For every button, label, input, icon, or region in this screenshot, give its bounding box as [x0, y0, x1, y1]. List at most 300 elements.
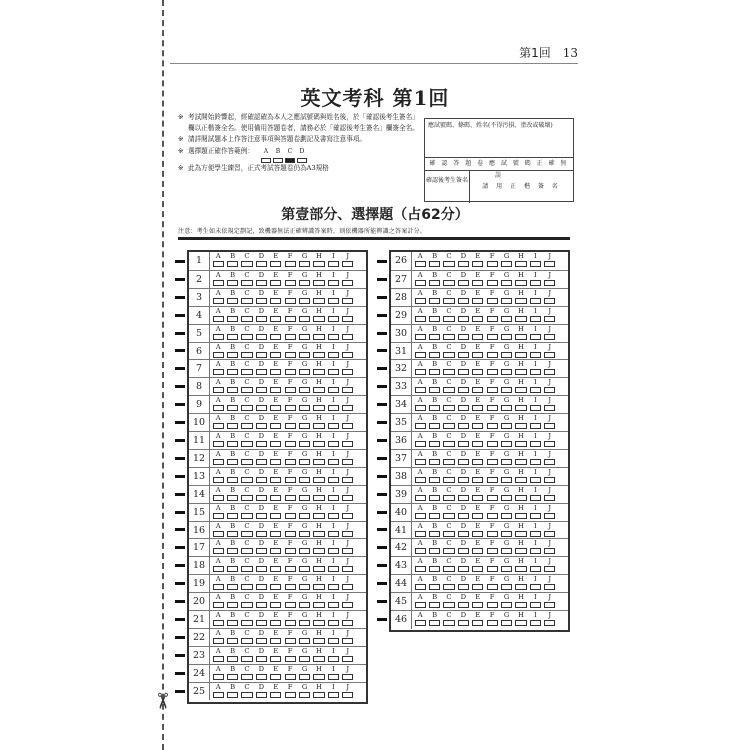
answer-bubble[interactable]: A: [413, 612, 427, 626]
answer-bubble[interactable]: C: [442, 379, 456, 393]
answer-bubble[interactable]: A: [413, 397, 427, 411]
answer-bubble[interactable]: G: [297, 326, 311, 340]
answer-bubble[interactable]: B: [225, 433, 239, 447]
answer-bubble[interactable]: H: [514, 523, 528, 537]
answer-bubble[interactable]: I: [326, 630, 340, 644]
answer-bubble[interactable]: C: [240, 344, 254, 358]
answer-bubble[interactable]: A: [211, 469, 225, 483]
answer-bubble[interactable]: J: [543, 612, 557, 626]
answer-bubble[interactable]: I: [326, 612, 340, 626]
answer-bubble[interactable]: H: [514, 308, 528, 322]
answer-bubble[interactable]: H: [312, 576, 326, 590]
answer-bubble[interactable]: F: [485, 397, 499, 411]
answer-bubble[interactable]: B: [225, 540, 239, 554]
answer-bubble[interactable]: F: [485, 558, 499, 572]
answer-bubble[interactable]: A: [413, 253, 427, 267]
answer-bubble[interactable]: G: [499, 469, 513, 483]
answer-bubble[interactable]: H: [312, 326, 326, 340]
answer-bubble[interactable]: F: [485, 379, 499, 393]
answer-bubble[interactable]: J: [341, 344, 355, 358]
answer-bubble[interactable]: J: [341, 648, 355, 662]
answer-bubble[interactable]: G: [499, 558, 513, 572]
answer-bubble[interactable]: J: [341, 397, 355, 411]
answer-bubble[interactable]: H: [312, 594, 326, 608]
answer-bubble[interactable]: F: [283, 612, 297, 626]
answer-bubble[interactable]: E: [269, 415, 283, 429]
answer-bubble[interactable]: G: [297, 361, 311, 375]
answer-bubble[interactable]: G: [499, 415, 513, 429]
answer-bubble[interactable]: E: [471, 344, 485, 358]
answer-bubble[interactable]: H: [312, 612, 326, 626]
answer-bubble[interactable]: I: [326, 415, 340, 429]
answer-bubble[interactable]: C: [442, 272, 456, 286]
answer-bubble[interactable]: I: [326, 379, 340, 393]
answer-bubble[interactable]: D: [254, 487, 268, 501]
answer-bubble[interactable]: A: [413, 415, 427, 429]
answer-bubble[interactable]: G: [297, 540, 311, 554]
answer-bubble[interactable]: G: [499, 576, 513, 590]
answer-bubble[interactable]: C: [240, 290, 254, 304]
answer-bubble[interactable]: C: [442, 433, 456, 447]
answer-bubble[interactable]: D: [254, 379, 268, 393]
answer-bubble[interactable]: F: [485, 451, 499, 465]
answer-bubble[interactable]: I: [326, 540, 340, 554]
answer-bubble[interactable]: H: [312, 666, 326, 680]
answer-bubble[interactable]: G: [297, 397, 311, 411]
answer-bubble[interactable]: A: [413, 379, 427, 393]
answer-bubble[interactable]: J: [341, 523, 355, 537]
answer-bubble[interactable]: C: [442, 505, 456, 519]
answer-bubble[interactable]: F: [283, 272, 297, 286]
answer-bubble[interactable]: J: [543, 469, 557, 483]
answer-bubble[interactable]: B: [427, 505, 441, 519]
answer-bubble[interactable]: A: [211, 344, 225, 358]
answer-bubble[interactable]: J: [543, 540, 557, 554]
answer-bubble[interactable]: E: [269, 469, 283, 483]
answer-bubble[interactable]: B: [427, 415, 441, 429]
answer-bubble[interactable]: H: [312, 253, 326, 267]
answer-bubble[interactable]: A: [413, 433, 427, 447]
answer-bubble[interactable]: F: [485, 344, 499, 358]
answer-bubble[interactable]: G: [499, 451, 513, 465]
answer-bubble[interactable]: J: [341, 379, 355, 393]
answer-bubble[interactable]: G: [499, 253, 513, 267]
answer-bubble[interactable]: E: [471, 272, 485, 286]
answer-bubble[interactable]: C: [442, 397, 456, 411]
answer-bubble[interactable]: I: [528, 326, 542, 340]
answer-bubble[interactable]: F: [485, 361, 499, 375]
answer-bubble[interactable]: G: [499, 523, 513, 537]
answer-bubble[interactable]: B: [225, 558, 239, 572]
answer-bubble[interactable]: H: [312, 308, 326, 322]
answer-bubble[interactable]: A: [211, 326, 225, 340]
answer-bubble[interactable]: C: [240, 433, 254, 447]
answer-bubble[interactable]: B: [225, 344, 239, 358]
answer-bubble[interactable]: A: [211, 361, 225, 375]
answer-bubble[interactable]: B: [225, 505, 239, 519]
answer-bubble[interactable]: H: [312, 272, 326, 286]
answer-bubble[interactable]: D: [254, 594, 268, 608]
answer-bubble[interactable]: D: [254, 666, 268, 680]
answer-bubble[interactable]: G: [297, 505, 311, 519]
answer-bubble[interactable]: G: [499, 433, 513, 447]
answer-bubble[interactable]: H: [312, 505, 326, 519]
answer-bubble[interactable]: I: [528, 397, 542, 411]
answer-bubble[interactable]: E: [471, 469, 485, 483]
answer-bubble[interactable]: B: [427, 576, 441, 590]
answer-bubble[interactable]: F: [485, 576, 499, 590]
answer-bubble[interactable]: B: [225, 612, 239, 626]
answer-bubble[interactable]: F: [283, 630, 297, 644]
answer-bubble[interactable]: E: [269, 540, 283, 554]
answer-bubble[interactable]: I: [326, 326, 340, 340]
answer-bubble[interactable]: E: [269, 558, 283, 572]
answer-bubble[interactable]: B: [427, 558, 441, 572]
answer-bubble[interactable]: A: [413, 326, 427, 340]
answer-bubble[interactable]: C: [240, 415, 254, 429]
answer-bubble[interactable]: E: [471, 612, 485, 626]
answer-bubble[interactable]: E: [269, 505, 283, 519]
answer-bubble[interactable]: J: [341, 558, 355, 572]
answer-bubble[interactable]: G: [499, 505, 513, 519]
answer-bubble[interactable]: H: [312, 451, 326, 465]
answer-bubble[interactable]: I: [528, 523, 542, 537]
answer-bubble[interactable]: D: [254, 576, 268, 590]
answer-bubble[interactable]: D: [254, 684, 268, 698]
answer-bubble[interactable]: I: [326, 344, 340, 358]
answer-bubble[interactable]: E: [471, 361, 485, 375]
answer-bubble[interactable]: B: [225, 684, 239, 698]
answer-bubble[interactable]: I: [326, 648, 340, 662]
answer-bubble[interactable]: B: [427, 272, 441, 286]
answer-bubble[interactable]: E: [471, 415, 485, 429]
answer-bubble[interactable]: J: [341, 451, 355, 465]
answer-bubble[interactable]: A: [211, 505, 225, 519]
answer-bubble[interactable]: J: [341, 361, 355, 375]
answer-bubble[interactable]: E: [269, 379, 283, 393]
answer-bubble[interactable]: D: [456, 469, 470, 483]
answer-bubble[interactable]: J: [543, 594, 557, 608]
answer-bubble[interactable]: D: [456, 415, 470, 429]
answer-bubble[interactable]: F: [283, 576, 297, 590]
answer-bubble[interactable]: I: [326, 433, 340, 447]
answer-bubble[interactable]: B: [225, 326, 239, 340]
answer-bubble[interactable]: G: [297, 594, 311, 608]
answer-bubble[interactable]: G: [297, 648, 311, 662]
answer-bubble[interactable]: B: [427, 594, 441, 608]
answer-bubble[interactable]: H: [514, 594, 528, 608]
answer-bubble[interactable]: I: [528, 308, 542, 322]
answer-bubble[interactable]: E: [471, 558, 485, 572]
answer-bubble[interactable]: B: [225, 630, 239, 644]
answer-bubble[interactable]: H: [312, 648, 326, 662]
answer-bubble[interactable]: B: [427, 344, 441, 358]
answer-bubble[interactable]: E: [471, 451, 485, 465]
answer-bubble[interactable]: E: [471, 253, 485, 267]
answer-bubble[interactable]: B: [225, 594, 239, 608]
answer-bubble[interactable]: B: [427, 612, 441, 626]
answer-bubble[interactable]: C: [442, 451, 456, 465]
answer-bubble[interactable]: C: [240, 523, 254, 537]
answer-bubble[interactable]: J: [543, 361, 557, 375]
answer-bubble[interactable]: J: [543, 253, 557, 267]
answer-bubble[interactable]: E: [471, 379, 485, 393]
answer-bubble[interactable]: H: [514, 361, 528, 375]
answer-bubble[interactable]: G: [297, 379, 311, 393]
answer-bubble[interactable]: C: [240, 540, 254, 554]
answer-bubble[interactable]: A: [413, 523, 427, 537]
answer-bubble[interactable]: B: [427, 397, 441, 411]
answer-bubble[interactable]: J: [543, 397, 557, 411]
answer-bubble[interactable]: F: [485, 523, 499, 537]
answer-bubble[interactable]: H: [514, 505, 528, 519]
answer-bubble[interactable]: H: [514, 487, 528, 501]
answer-bubble[interactable]: E: [269, 594, 283, 608]
answer-bubble[interactable]: E: [471, 487, 485, 501]
answer-bubble[interactable]: J: [341, 290, 355, 304]
answer-bubble[interactable]: F: [283, 558, 297, 572]
answer-bubble[interactable]: D: [456, 344, 470, 358]
answer-bubble[interactable]: F: [485, 415, 499, 429]
answer-bubble[interactable]: F: [485, 505, 499, 519]
answer-bubble[interactable]: D: [254, 415, 268, 429]
answer-bubble[interactable]: D: [456, 487, 470, 501]
answer-bubble[interactable]: C: [240, 648, 254, 662]
answer-bubble[interactable]: B: [225, 666, 239, 680]
answer-bubble[interactable]: A: [211, 594, 225, 608]
answer-bubble[interactable]: D: [254, 540, 268, 554]
answer-bubble[interactable]: A: [211, 308, 225, 322]
answer-bubble[interactable]: I: [528, 290, 542, 304]
answer-bubble[interactable]: I: [326, 576, 340, 590]
answer-bubble[interactable]: G: [297, 344, 311, 358]
answer-bubble[interactable]: D: [254, 523, 268, 537]
answer-bubble[interactable]: C: [240, 576, 254, 590]
answer-bubble[interactable]: B: [427, 361, 441, 375]
answer-bubble[interactable]: D: [254, 648, 268, 662]
answer-bubble[interactable]: C: [240, 469, 254, 483]
answer-bubble[interactable]: D: [456, 397, 470, 411]
answer-bubble[interactable]: I: [326, 523, 340, 537]
answer-bubble[interactable]: I: [528, 253, 542, 267]
answer-bubble[interactable]: J: [341, 666, 355, 680]
answer-bubble[interactable]: D: [254, 272, 268, 286]
answer-bubble[interactable]: A: [413, 558, 427, 572]
answer-bubble[interactable]: J: [341, 684, 355, 698]
answer-bubble[interactable]: H: [514, 253, 528, 267]
answer-bubble[interactable]: C: [442, 290, 456, 304]
answer-bubble[interactable]: I: [326, 684, 340, 698]
answer-bubble[interactable]: A: [211, 433, 225, 447]
answer-bubble[interactable]: G: [297, 487, 311, 501]
answer-bubble[interactable]: J: [543, 272, 557, 286]
answer-bubble[interactable]: G: [297, 415, 311, 429]
answer-bubble[interactable]: A: [211, 648, 225, 662]
answer-bubble[interactable]: G: [499, 344, 513, 358]
answer-bubble[interactable]: H: [312, 415, 326, 429]
answer-bubble[interactable]: B: [225, 523, 239, 537]
answer-bubble[interactable]: E: [269, 612, 283, 626]
answer-bubble[interactable]: F: [283, 684, 297, 698]
answer-bubble[interactable]: E: [471, 576, 485, 590]
answer-bubble[interactable]: F: [485, 612, 499, 626]
answer-bubble[interactable]: C: [240, 326, 254, 340]
answer-bubble[interactable]: J: [341, 415, 355, 429]
answer-bubble[interactable]: C: [442, 344, 456, 358]
answer-bubble[interactable]: F: [485, 487, 499, 501]
answer-bubble[interactable]: H: [514, 433, 528, 447]
answer-bubble[interactable]: I: [528, 505, 542, 519]
answer-bubble[interactable]: E: [471, 308, 485, 322]
answer-bubble[interactable]: I: [326, 272, 340, 286]
answer-bubble[interactable]: B: [427, 290, 441, 304]
answer-bubble[interactable]: G: [499, 594, 513, 608]
answer-bubble[interactable]: A: [413, 505, 427, 519]
answer-bubble[interactable]: H: [312, 630, 326, 644]
answer-bubble[interactable]: J: [341, 612, 355, 626]
answer-bubble[interactable]: I: [528, 487, 542, 501]
answer-bubble[interactable]: D: [456, 253, 470, 267]
answer-bubble[interactable]: G: [297, 433, 311, 447]
answer-bubble[interactable]: C: [442, 540, 456, 554]
answer-bubble[interactable]: C: [240, 397, 254, 411]
answer-bubble[interactable]: E: [269, 272, 283, 286]
answer-bubble[interactable]: G: [297, 666, 311, 680]
answer-bubble[interactable]: G: [297, 290, 311, 304]
answer-bubble[interactable]: C: [240, 308, 254, 322]
answer-bubble[interactable]: E: [269, 397, 283, 411]
answer-bubble[interactable]: J: [341, 469, 355, 483]
answer-bubble[interactable]: C: [240, 594, 254, 608]
answer-bubble[interactable]: I: [528, 379, 542, 393]
answer-bubble[interactable]: J: [341, 576, 355, 590]
answer-bubble[interactable]: B: [427, 253, 441, 267]
answer-bubble[interactable]: C: [240, 379, 254, 393]
answer-bubble[interactable]: J: [543, 523, 557, 537]
answer-bubble[interactable]: F: [485, 540, 499, 554]
answer-bubble[interactable]: I: [528, 272, 542, 286]
answer-bubble[interactable]: A: [211, 576, 225, 590]
answer-bubble[interactable]: F: [485, 433, 499, 447]
answer-bubble[interactable]: I: [528, 558, 542, 572]
answer-bubble[interactable]: D: [456, 326, 470, 340]
answer-bubble[interactable]: C: [442, 487, 456, 501]
answer-bubble[interactable]: I: [326, 487, 340, 501]
answer-bubble[interactable]: I: [528, 540, 542, 554]
answer-bubble[interactable]: J: [543, 308, 557, 322]
answer-bubble[interactable]: D: [254, 326, 268, 340]
answer-bubble[interactable]: A: [413, 487, 427, 501]
answer-bubble[interactable]: I: [528, 344, 542, 358]
answer-bubble[interactable]: F: [283, 308, 297, 322]
answer-bubble[interactable]: A: [211, 253, 225, 267]
answer-bubble[interactable]: E: [269, 253, 283, 267]
answer-bubble[interactable]: A: [211, 666, 225, 680]
answer-bubble[interactable]: H: [514, 540, 528, 554]
answer-bubble[interactable]: B: [225, 253, 239, 267]
answer-bubble[interactable]: B: [225, 469, 239, 483]
answer-bubble[interactable]: J: [341, 594, 355, 608]
answer-bubble[interactable]: C: [442, 308, 456, 322]
answer-bubble[interactable]: G: [499, 290, 513, 304]
answer-bubble[interactable]: D: [254, 469, 268, 483]
answer-bubble[interactable]: D: [456, 379, 470, 393]
answer-bubble[interactable]: F: [485, 272, 499, 286]
answer-bubble[interactable]: I: [528, 612, 542, 626]
answer-bubble[interactable]: C: [240, 272, 254, 286]
answer-bubble[interactable]: C: [442, 469, 456, 483]
answer-bubble[interactable]: A: [211, 630, 225, 644]
answer-bubble[interactable]: H: [312, 361, 326, 375]
answer-bubble[interactable]: I: [326, 308, 340, 322]
answer-bubble[interactable]: C: [240, 684, 254, 698]
answer-bubble[interactable]: E: [471, 326, 485, 340]
answer-bubble[interactable]: D: [254, 290, 268, 304]
answer-bubble[interactable]: C: [442, 253, 456, 267]
answer-bubble[interactable]: A: [211, 523, 225, 537]
answer-bubble[interactable]: C: [442, 612, 456, 626]
answer-bubble[interactable]: D: [456, 290, 470, 304]
answer-bubble[interactable]: H: [312, 487, 326, 501]
answer-bubble[interactable]: I: [528, 594, 542, 608]
answer-bubble[interactable]: A: [211, 684, 225, 698]
answer-bubble[interactable]: G: [499, 361, 513, 375]
answer-bubble[interactable]: J: [543, 415, 557, 429]
answer-bubble[interactable]: C: [442, 326, 456, 340]
answer-bubble[interactable]: J: [341, 326, 355, 340]
answer-bubble[interactable]: B: [225, 576, 239, 590]
answer-bubble[interactable]: D: [254, 630, 268, 644]
answer-bubble[interactable]: D: [456, 612, 470, 626]
answer-bubble[interactable]: E: [471, 290, 485, 304]
answer-bubble[interactable]: F: [283, 379, 297, 393]
answer-bubble[interactable]: B: [427, 523, 441, 537]
answer-bubble[interactable]: E: [269, 576, 283, 590]
answer-bubble[interactable]: F: [283, 523, 297, 537]
answer-bubble[interactable]: J: [543, 505, 557, 519]
answer-bubble[interactable]: C: [240, 487, 254, 501]
answer-bubble[interactable]: A: [413, 540, 427, 554]
answer-bubble[interactable]: D: [456, 594, 470, 608]
answer-bubble[interactable]: I: [528, 451, 542, 465]
answer-bubble[interactable]: H: [312, 397, 326, 411]
answer-bubble[interactable]: F: [485, 326, 499, 340]
answer-bubble[interactable]: F: [283, 648, 297, 662]
answer-bubble[interactable]: G: [297, 272, 311, 286]
answer-bubble[interactable]: H: [312, 433, 326, 447]
answer-bubble[interactable]: G: [297, 523, 311, 537]
answer-bubble[interactable]: H: [312, 290, 326, 304]
answer-bubble[interactable]: G: [499, 397, 513, 411]
signature-field[interactable]: 請 用 正 楷 簽 名: [482, 183, 561, 190]
answer-bubble[interactable]: F: [283, 594, 297, 608]
answer-bubble[interactable]: G: [499, 379, 513, 393]
answer-bubble[interactable]: D: [254, 344, 268, 358]
answer-bubble[interactable]: C: [240, 558, 254, 572]
answer-bubble[interactable]: F: [485, 308, 499, 322]
answer-bubble[interactable]: H: [514, 290, 528, 304]
answer-bubble[interactable]: I: [326, 451, 340, 465]
answer-bubble[interactable]: C: [240, 630, 254, 644]
answer-bubble[interactable]: H: [312, 379, 326, 393]
answer-bubble[interactable]: G: [499, 612, 513, 626]
answer-bubble[interactable]: D: [254, 361, 268, 375]
answer-bubble[interactable]: E: [269, 523, 283, 537]
answer-bubble[interactable]: J: [341, 272, 355, 286]
answer-bubble[interactable]: C: [442, 558, 456, 572]
answer-bubble[interactable]: D: [456, 433, 470, 447]
answer-bubble[interactable]: A: [413, 290, 427, 304]
